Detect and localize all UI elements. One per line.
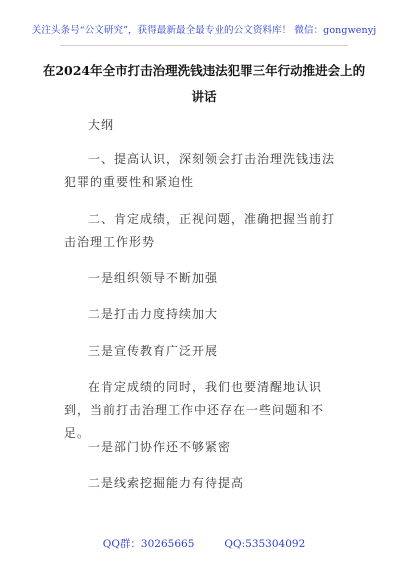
header-note: 关注头条号“公文研究”，获得最新最全最专业的公文资料库！ 微信：gongwenyj: [31, 25, 377, 36]
paragraph-section-2: 二、肯定成绩，正视问题，准确把握当前打击治理工作形势: [64, 212, 336, 249]
paragraph-section-1: 一、提高认识，深刻领会打击治理洗钱违法犯罪的重要性和紧迫性: [64, 152, 336, 189]
title-line-2: 讲话: [191, 89, 217, 104]
paragraph-point-3: 三是宣传教育广泛开展: [88, 344, 219, 358]
header-divider: [60, 45, 348, 46]
paragraph-point-1: 一是组织领导不断加强: [88, 271, 219, 285]
document-title: [0, 58, 408, 110]
paragraph-problem-2: 二是线索挖掘能力有待提高: [88, 476, 245, 490]
paragraph-problem-1: 一是部门协作还不够紧密: [88, 440, 232, 454]
footer-qq-group: QQ群：30265665: [102, 538, 195, 550]
paragraph-problems: 在肯定成绩的同时，我们也要清醒地认识到，当前打击治理工作中还存在一些问题和不足。: [64, 380, 325, 440]
footer-contact: [0, 536, 408, 551]
paragraph-point-2: 二是打击力度持续加大: [88, 307, 219, 321]
paragraph-outline-heading: 大纲: [88, 118, 115, 132]
title-line-1: 在2024年全市打击治理洗钱违法犯罪三年行动推进会上的: [42, 63, 366, 78]
footer-qq: QQ:535304092: [224, 538, 306, 550]
